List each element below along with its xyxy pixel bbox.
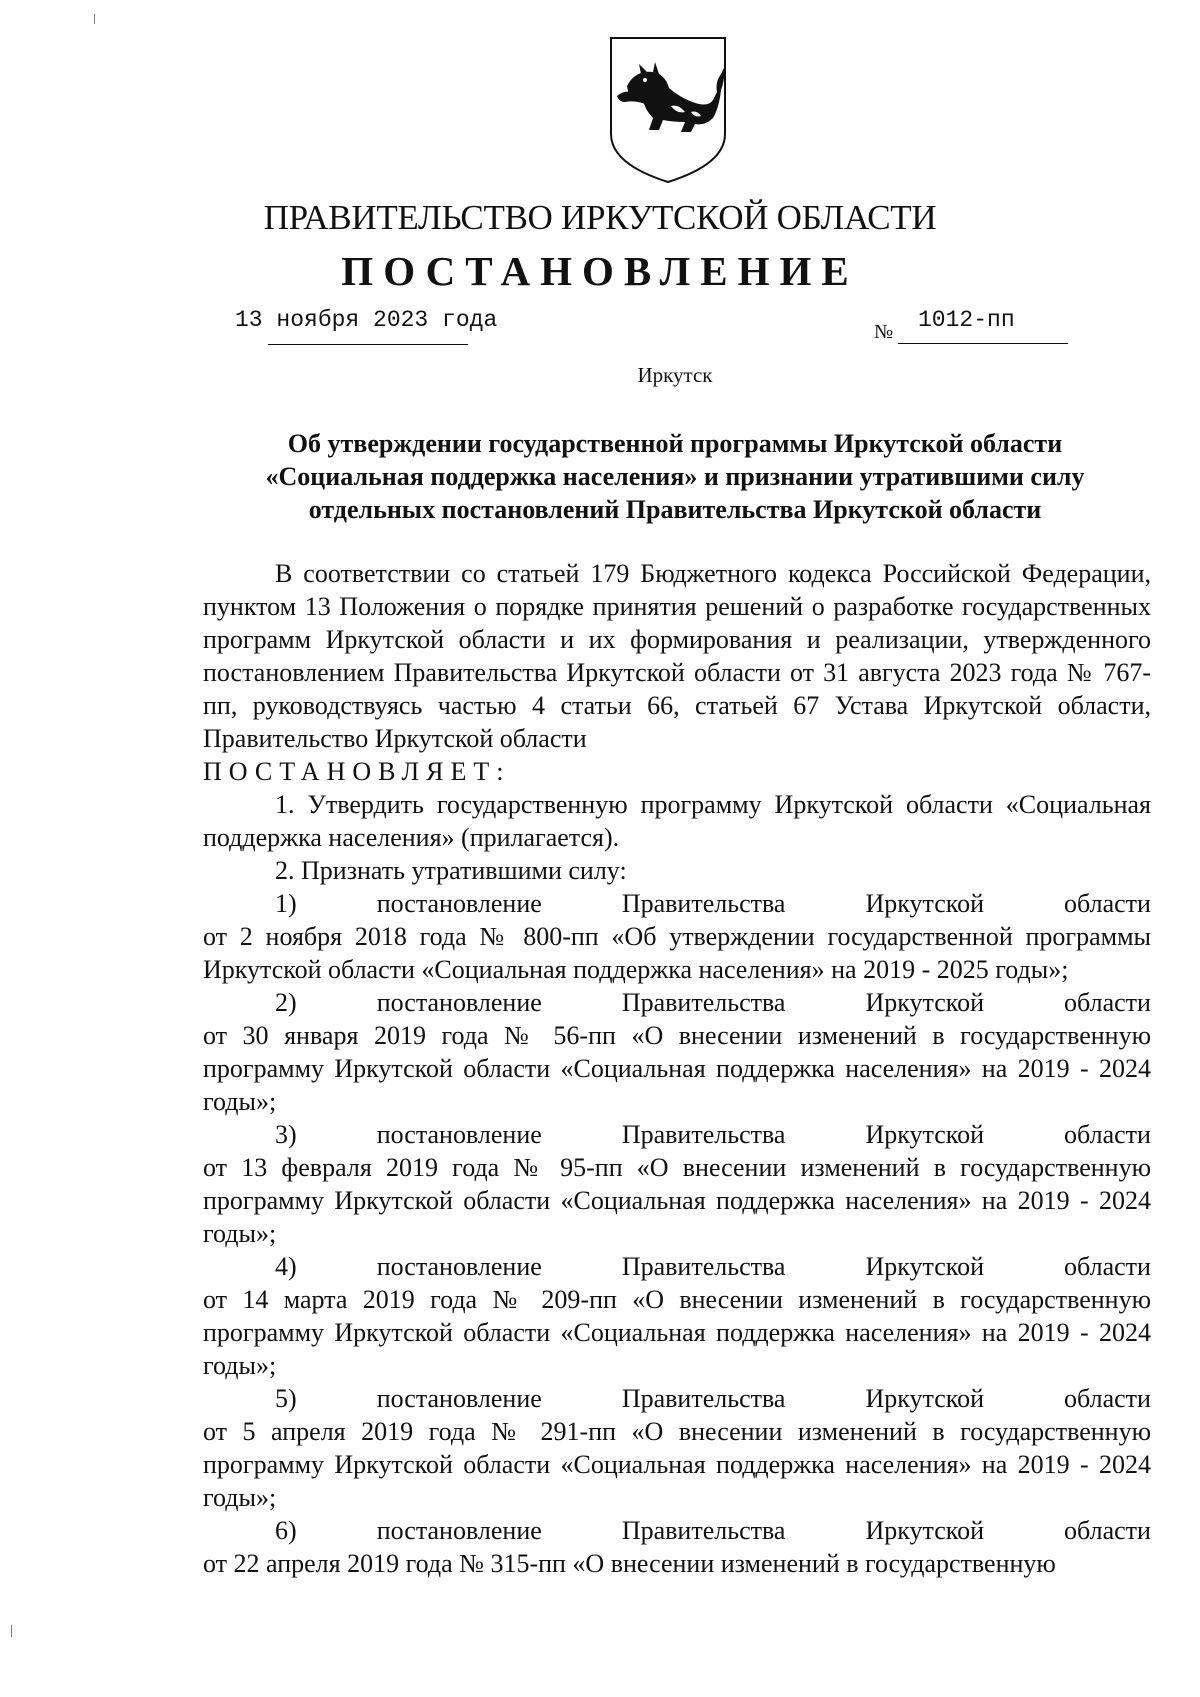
document-heading	[200, 427, 1150, 526]
list-item-head	[203, 1514, 1151, 1547]
list-item-head	[203, 1382, 1151, 1415]
list-item-word: области	[1064, 889, 1151, 918]
list-item-word: области	[1064, 988, 1151, 1017]
list-item-word: Иркутской	[865, 1384, 984, 1413]
preamble-paragraph: В соответствии со статьей 179 Бюджетного кодекса Российской Федерации, пунктом 13 Положения о порядке принятия решений о разработке государственных программ Иркутской области и их формирования и реализации, утвержденного постановлением Правительства Иркутской области от 31 августа 2023 года № 767-пп, руководствуясь частью 4 статьи 66, статьей 67 Устава Иркутской области, Правительство Иркутской области	[203, 559, 1151, 753]
city-name: Иркутск	[637, 363, 713, 387]
list-item-word: постановление	[376, 1120, 542, 1149]
list-item	[203, 887, 1151, 986]
scan-mark	[11, 1625, 12, 1637]
list-item-word: области	[1064, 1384, 1151, 1413]
list-item-text: от 14 марта 2019 года № 209-пп «О внесении изменений в государственную программу Иркутской области «Социальная поддержка населения» на 2019 - 2024 годы»;	[203, 1285, 1151, 1380]
heading-line: отдельных постановлений Правительства Иркутской области	[308, 495, 1042, 524]
point-2-paragraph: 2. Признать утратившими силу:	[275, 856, 627, 885]
list-item-number: 2)	[275, 988, 297, 1017]
list-item-word: области	[1064, 1516, 1151, 1545]
list-item-word: Правительства	[621, 988, 786, 1017]
list-item-word: постановление	[376, 1516, 542, 1545]
resolves-word: ПОСТАНОВЛЯЕТ:	[203, 757, 511, 786]
list-item-number: 1)	[275, 889, 297, 918]
number-underline	[898, 343, 1068, 344]
list-item-number: 6)	[275, 1516, 297, 1545]
list-item-head	[203, 1118, 1151, 1151]
list-item	[203, 1118, 1151, 1250]
list-item-word: области	[1064, 1252, 1151, 1281]
list-item	[203, 1382, 1151, 1514]
scan-mark	[94, 14, 95, 24]
list-item-word: Правительства	[621, 889, 786, 918]
list-item-word: постановление	[376, 889, 542, 918]
point-1-paragraph: 1. Утвердить государственную программу Иркутской области «Социальная поддержка населения» (прилагается).	[203, 790, 1151, 852]
list-item-word: Правительства	[621, 1516, 786, 1545]
list-item-word: области	[1064, 1120, 1151, 1149]
list-item-word: Иркутской	[865, 1516, 984, 1545]
list-item-word: постановление	[376, 1384, 542, 1413]
list-item	[203, 986, 1151, 1118]
list-item	[203, 1250, 1151, 1382]
list-item-word: Иркутской	[865, 1252, 984, 1281]
list-item-text: от 5 апреля 2019 года № 291-пп «О внесении изменений в государственную программу Иркутской области «Социальная поддержка населения» на 2019 - 2024 годы»;	[203, 1417, 1151, 1512]
list-item-word: постановление	[376, 1252, 542, 1281]
document-number: 1012-пп	[918, 307, 1015, 333]
list-item-word: Иркутской	[865, 988, 984, 1017]
list-item-head	[203, 986, 1151, 1019]
document-type-title: ПОСТАНОВЛЕНИЕ	[341, 248, 859, 294]
number-sign: №	[874, 321, 894, 343]
document-date: 13 ноября 2023 года	[235, 307, 498, 333]
list-item-word: Правительства	[621, 1120, 786, 1149]
list-item-head	[203, 1250, 1151, 1283]
list-item-text: от 2 ноября 2018 года № 800-пп «Об утверждении государственной программы Иркутской области «Социальная поддержка населения» на 2019 - 2025 годы»;	[203, 922, 1151, 984]
list-item	[203, 1514, 1151, 1580]
list-item-word: Правительства	[621, 1252, 786, 1281]
list-item-word: Иркутской	[865, 889, 984, 918]
list-item-word: Правительства	[621, 1384, 786, 1413]
list-item-text: от 22 апреля 2019 года № 315-пп «О внесении изменений в государственную	[203, 1549, 1056, 1578]
date-underline	[268, 344, 468, 345]
list-item-head	[203, 887, 1151, 920]
list-item-number: 3)	[275, 1120, 297, 1149]
heading-line: «Социальная поддержка населения» и признании утратившими силу	[265, 462, 1085, 491]
list-item-text: от 30 января 2019 года № 56-пп «О внесении изменений в государственную программу Иркутской области «Социальная поддержка населения» на 2019 - 2024 годы»;	[203, 1021, 1151, 1116]
list-item-word: Иркутской	[865, 1120, 984, 1149]
list-item-number: 4)	[275, 1252, 297, 1281]
list-item-word: постановление	[376, 988, 542, 1017]
heading-line: Об утверждении государственной программы Иркутской области	[287, 429, 1063, 458]
government-name: ПРАВИТЕЛЬСТВО ИРКУТСКОЙ ОБЛАСТИ	[263, 198, 937, 237]
document-body	[203, 557, 1151, 1580]
list-item-number: 5)	[275, 1384, 297, 1413]
irkutsk-coat-of-arms-emblem	[605, 34, 731, 186]
list-item-text: от 13 февраля 2019 года № 95-пп «О внесении изменений в государственную программу Иркутской области «Социальная поддержка населения» на 2019 - 2024 годы»;	[203, 1153, 1151, 1248]
